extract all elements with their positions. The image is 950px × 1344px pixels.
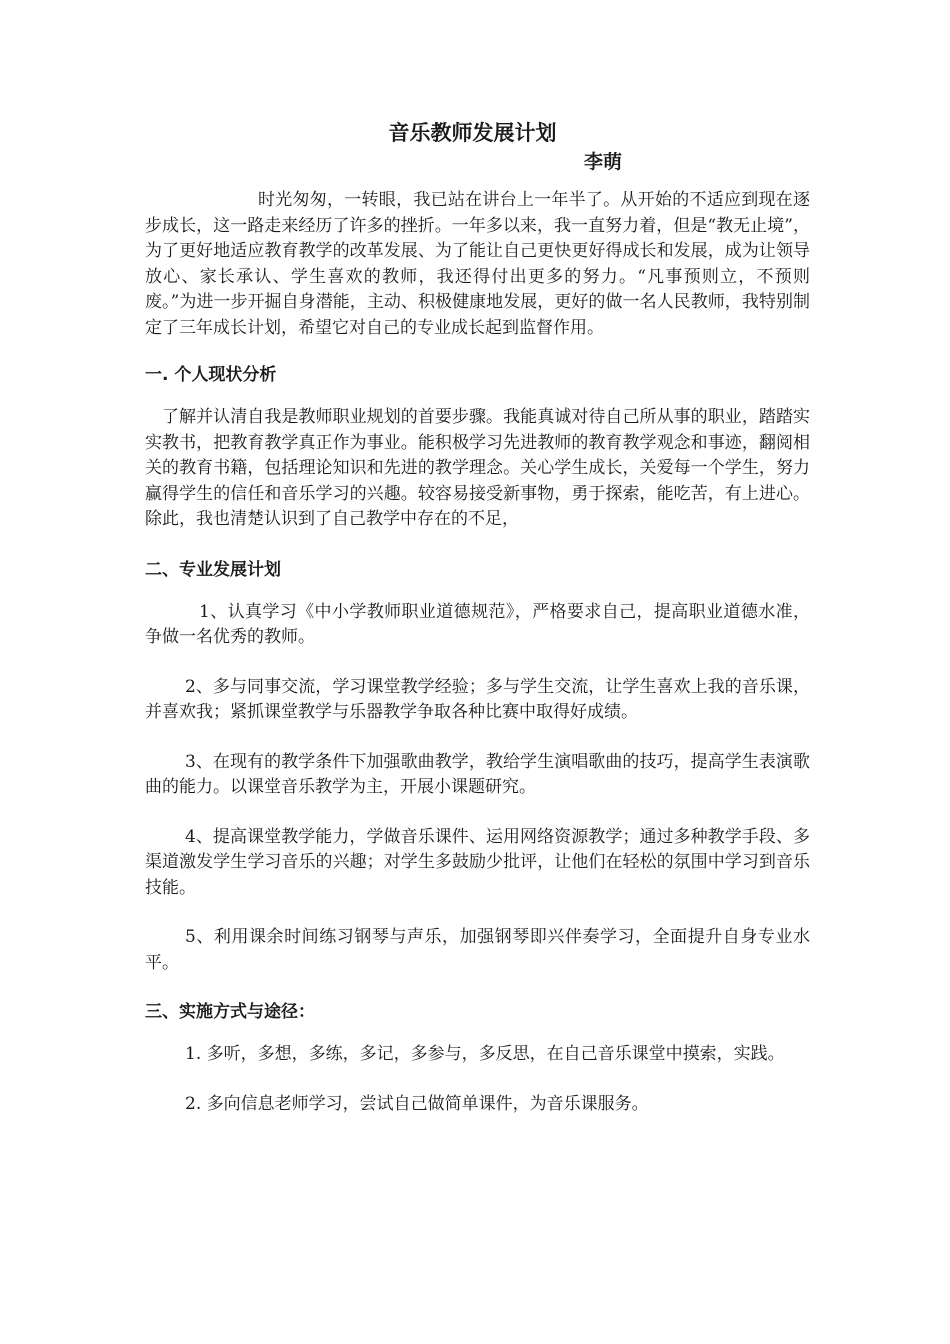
plan-item-5: 5、利用课余时间练习钢琴与声乐，加强钢琴即兴伴奏学习，全面提升自身专业水平。 — [145, 927, 810, 973]
section-heading-3: 三、实施方式与途径： — [145, 1002, 315, 1022]
document-author: 李萌 — [583, 151, 622, 173]
method-item-2: 2. 多向信息老师学习，尝试自己做简单课件，为音乐课服务。 — [185, 1093, 649, 1114]
plan-item-4: 4、提高课堂教学能力，学做音乐课件、运用网络资源教学；通过多种教学手段、多渠道激发学生学习音乐的兴趣；对学生多鼓励少批评，让他们在轻松的氛围中学习到音乐技能。 — [145, 826, 810, 898]
document-page — [145, 118, 810, 1141]
plan-item-1: 1、认真学习《中小学教师职业道德规范》，严格要求自己，提高职业道德水准，争做一名优秀的教师。 — [145, 601, 810, 647]
plan-item-2: 2、多与同事交流，学习课堂教学经验；多与学生交流，让学生喜欢上我的音乐课，并喜欢我；紧抓课堂教学与乐器教学争取各种比赛中取得好成绩。 — [145, 676, 810, 722]
section-heading-2: 二、专业发展计划 — [145, 559, 281, 580]
plan-item-3: 3、在现有的教学条件下加强歌曲教学，教给学生演唱歌曲的技巧，提高学生表演歌曲的能力。以课堂音乐教学为主，开展小课题研究。 — [145, 751, 810, 797]
document-title: 音乐教师发展计划 — [388, 121, 557, 145]
section-1-paragraph: 了解并认清自我是教师职业规划的首要步骤。我能真诚对待自己所从事的职业，踏踏实实教书，把教育教学真正作为事业。能积极学习先进教师的教育教学观念和事迹，翻阅相关的教育书籍，包括理论知识和先进的教学理念。关心学生成长，关爱每一个学生，努力赢得学生的信任和音乐学习的兴趣。较容易接受新事物，勇于探索，能吃苦，有上进心。除此，我也清楚认识到了自己教学中存在的不足， — [145, 407, 810, 529]
intro-paragraph: 时光匆匆，一转眼，我已站在讲台上一年半了。从开始的不适应到现在逐步成长，这一路走来经历了许多的挫折。一年多以来，我一直努力着，但是“教无止境”，为了更好地适应教育教学的改革发展、为了能让自己更快更好得成长和发展，成为让领导放心、家长承认、学生喜欢的教师，我还得付出更多的努力。“凡事预则立，不预则废。”为进一步开掘自身潜能，主动、积极健康地发展，更好的做一名人民教师，我特别制定了三年成长计划，希望它对自己的专业成长起到监督作用。 — [145, 190, 810, 338]
method-item-1: 1. 多听，多想，多练，多记，多参与，多反思，在自己音乐课堂中摸索，实践。 — [185, 1044, 785, 1064]
section-heading-1: 一. 个人现状分析 — [145, 365, 277, 385]
